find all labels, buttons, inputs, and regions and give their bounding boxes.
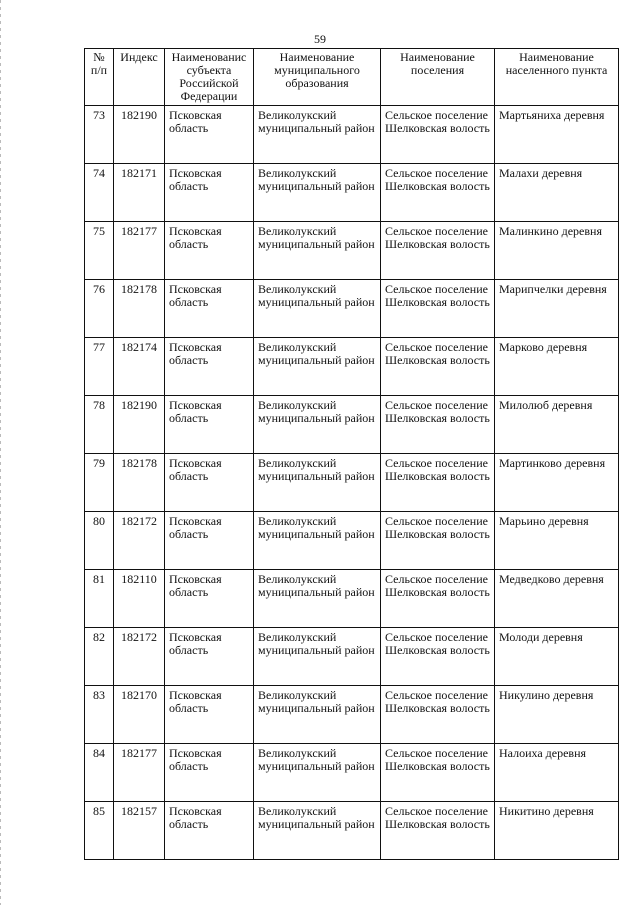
cell-subject: Псковская область bbox=[165, 744, 254, 802]
table-row bbox=[85, 164, 619, 222]
table-row bbox=[85, 628, 619, 686]
table-row bbox=[85, 222, 619, 280]
table-row bbox=[85, 396, 619, 454]
cell-municipality: Великолукский муниципальный район bbox=[254, 744, 381, 802]
table-row bbox=[85, 686, 619, 744]
cell-num: 75 bbox=[85, 222, 114, 280]
cell-municipality: Великолукский муниципальный район bbox=[254, 454, 381, 512]
cell-settlement: Сельское поселение Шелковская волость bbox=[381, 106, 495, 164]
cell-municipality: Великолукский муниципальный район bbox=[254, 686, 381, 744]
cell-settlement: Сельское поселение Шелковская волость bbox=[381, 686, 495, 744]
cell-locality: Налоиха деревня bbox=[495, 744, 619, 802]
cell-num: 84 bbox=[85, 744, 114, 802]
cell-municipality: Великолукский муниципальный район bbox=[254, 570, 381, 628]
cell-index: 182174 bbox=[114, 338, 165, 396]
cell-subject: Псковская область bbox=[165, 512, 254, 570]
cell-municipality: Великолукский муниципальный район bbox=[254, 512, 381, 570]
cell-num: 81 bbox=[85, 570, 114, 628]
table-header-row bbox=[85, 49, 619, 106]
cell-subject: Псковская область bbox=[165, 628, 254, 686]
table-row bbox=[85, 454, 619, 512]
table-row bbox=[85, 106, 619, 164]
cell-locality: Мартинково деревня bbox=[495, 454, 619, 512]
cell-subject: Псковская область bbox=[165, 802, 254, 860]
cell-settlement: Сельское поселение Шелковская волость bbox=[381, 280, 495, 338]
cell-locality: Марипчелки деревня bbox=[495, 280, 619, 338]
cell-settlement: Сельское поселение Шелковская волость bbox=[381, 396, 495, 454]
header-locality: Наименование населенного пункта bbox=[495, 49, 619, 106]
cell-subject: Псковская область bbox=[165, 454, 254, 512]
cell-locality: Медведково деревня bbox=[495, 570, 619, 628]
cell-locality: Мартьяниха деревня bbox=[495, 106, 619, 164]
cell-municipality: Великолукский муниципальный район bbox=[254, 106, 381, 164]
cell-num: 73 bbox=[85, 106, 114, 164]
cell-num: 85 bbox=[85, 802, 114, 860]
cell-index: 182177 bbox=[114, 222, 165, 280]
header-subject: Наименованис субъекта Российской Федерации bbox=[165, 49, 254, 106]
table-row bbox=[85, 570, 619, 628]
cell-settlement: Сельское поселение Шелковская волость bbox=[381, 628, 495, 686]
cell-settlement: Сельское поселение Шелковская волость bbox=[381, 338, 495, 396]
cell-settlement: Сельское поселение Шелковская волость bbox=[381, 744, 495, 802]
cell-index: 182110 bbox=[114, 570, 165, 628]
cell-subject: Псковская область bbox=[165, 164, 254, 222]
cell-settlement: Сельское поселение Шелковская волость bbox=[381, 454, 495, 512]
cell-index: 182172 bbox=[114, 512, 165, 570]
page-number: 59 bbox=[314, 32, 326, 46]
cell-subject: Псковская область bbox=[165, 106, 254, 164]
cell-locality: Малинкино деревня bbox=[495, 222, 619, 280]
cell-locality: Малахи деревня bbox=[495, 164, 619, 222]
header-municipality: Наименование муниципального образования bbox=[254, 49, 381, 106]
header-num: № п/п bbox=[85, 49, 114, 106]
cell-subject: Псковская область bbox=[165, 280, 254, 338]
cell-index: 182178 bbox=[114, 454, 165, 512]
table-row bbox=[85, 280, 619, 338]
cell-num: 78 bbox=[85, 396, 114, 454]
cell-index: 182177 bbox=[114, 744, 165, 802]
header-settlement: Наименование поселения bbox=[381, 49, 495, 106]
cell-settlement: Сельское поселение Шелковская волость bbox=[381, 512, 495, 570]
cell-locality: Молоди деревня bbox=[495, 628, 619, 686]
cell-settlement: Сельское поселение Шелковская волость bbox=[381, 802, 495, 860]
cell-locality: Милолюб деревня bbox=[495, 396, 619, 454]
cell-municipality: Великолукский муниципальный район bbox=[254, 222, 381, 280]
cell-municipality: Великолукский муниципальный район bbox=[254, 164, 381, 222]
table-row bbox=[85, 512, 619, 570]
header-index: Индекс bbox=[114, 49, 165, 106]
cell-num: 83 bbox=[85, 686, 114, 744]
cell-num: 79 bbox=[85, 454, 114, 512]
cell-municipality: Великолукский муниципальный район bbox=[254, 628, 381, 686]
cell-locality: Никитино деревня bbox=[495, 802, 619, 860]
cell-num: 74 bbox=[85, 164, 114, 222]
cell-index: 182157 bbox=[114, 802, 165, 860]
cell-num: 82 bbox=[85, 628, 114, 686]
cell-subject: Псковская область bbox=[165, 222, 254, 280]
cell-index: 182178 bbox=[114, 280, 165, 338]
scan-edge-marks bbox=[0, 0, 1, 905]
cell-index: 182190 bbox=[114, 106, 165, 164]
cell-subject: Псковская область bbox=[165, 338, 254, 396]
table-row bbox=[85, 744, 619, 802]
cell-num: 77 bbox=[85, 338, 114, 396]
cell-index: 182172 bbox=[114, 628, 165, 686]
cell-index: 182170 bbox=[114, 686, 165, 744]
cell-municipality: Великолукский муниципальный район bbox=[254, 396, 381, 454]
cell-settlement: Сельское поселение Шелковская волость bbox=[381, 164, 495, 222]
cell-settlement: Сельское поселение Шелковская волость bbox=[381, 570, 495, 628]
cell-num: 76 bbox=[85, 280, 114, 338]
cell-municipality: Великолукский муниципальный район bbox=[254, 802, 381, 860]
cell-municipality: Великолукский муниципальный район bbox=[254, 280, 381, 338]
cell-settlement: Сельское поселение Шелковская волость bbox=[381, 222, 495, 280]
cell-subject: Псковская область bbox=[165, 686, 254, 744]
cell-locality: Никулино деревня bbox=[495, 686, 619, 744]
cell-locality: Марьино деревня bbox=[495, 512, 619, 570]
cell-municipality: Великолукский муниципальный район bbox=[254, 338, 381, 396]
cell-subject: Псковская область bbox=[165, 570, 254, 628]
cell-index: 182190 bbox=[114, 396, 165, 454]
cell-locality: Марково деревня bbox=[495, 338, 619, 396]
table-body bbox=[85, 106, 619, 860]
localities-table bbox=[84, 48, 619, 860]
table-row bbox=[85, 338, 619, 396]
cell-num: 80 bbox=[85, 512, 114, 570]
cell-index: 182171 bbox=[114, 164, 165, 222]
cell-subject: Псковская область bbox=[165, 396, 254, 454]
table-row bbox=[85, 802, 619, 860]
